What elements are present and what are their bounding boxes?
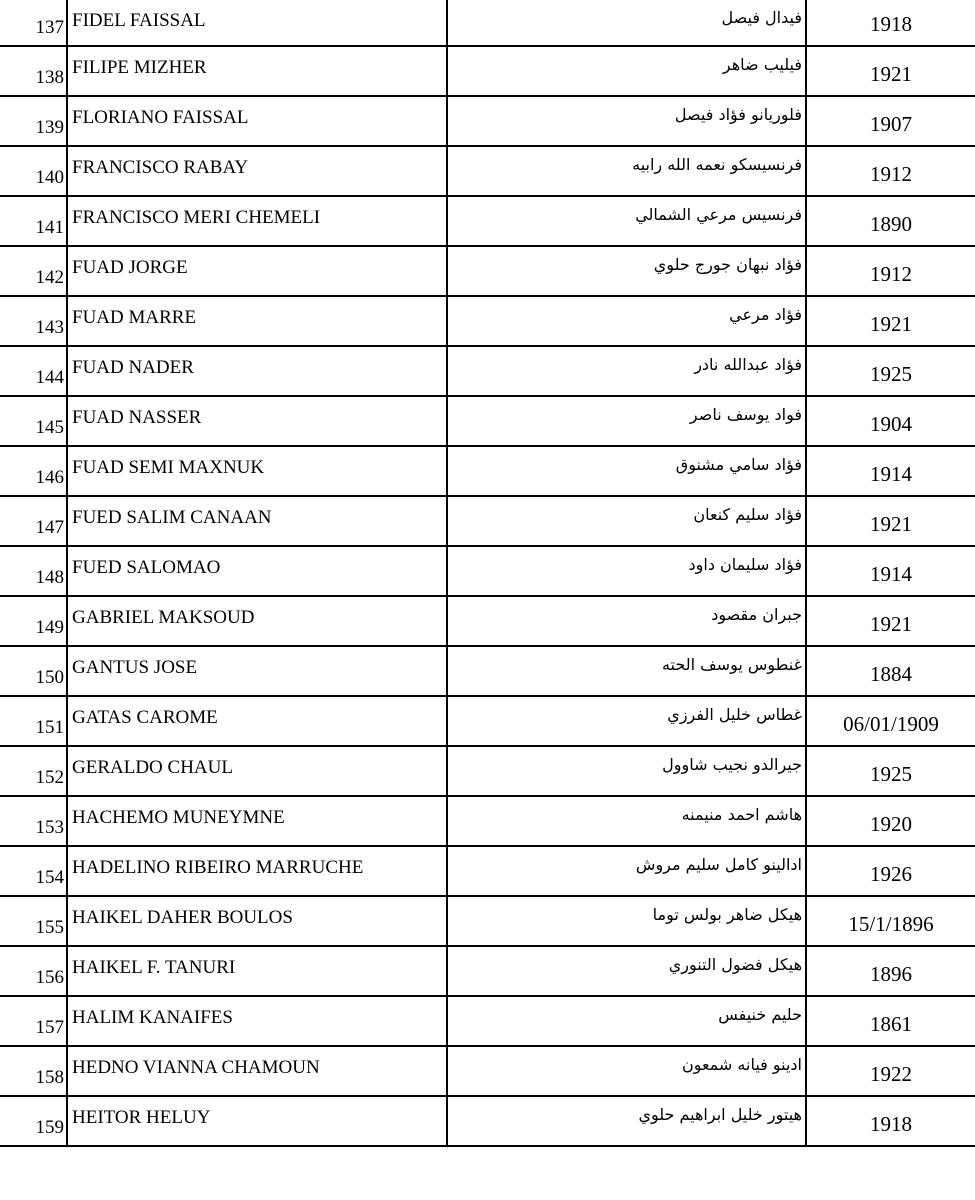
birth-year: 1904 [806, 396, 975, 446]
table-row [0, 46, 975, 96]
table-row [0, 1096, 975, 1146]
arabic-name: فؤاد سليم كنعان [447, 496, 806, 546]
record-number: 157 [0, 996, 67, 1046]
birth-year: 06/01/1909 [806, 696, 975, 746]
record-number: 149 [0, 596, 67, 646]
table-row [0, 146, 975, 196]
birth-year: 1921 [806, 46, 975, 96]
birth-year: 1921 [806, 596, 975, 646]
table-row [0, 346, 975, 396]
arabic-name: فؤاد سليمان داود [447, 546, 806, 596]
table-row [0, 546, 975, 596]
record-number: 158 [0, 1046, 67, 1096]
record-number: 142 [0, 246, 67, 296]
arabic-name: فؤاد مرعي [447, 296, 806, 346]
latin-name: HAIKEL DAHER BOULOS [67, 896, 447, 946]
record-number: 147 [0, 496, 67, 546]
latin-name: FILIPE MIZHER [67, 46, 447, 96]
latin-name: FUAD SEMI MAXNUK [67, 446, 447, 496]
arabic-name: فيدال فيصل [447, 0, 806, 46]
latin-name: FUED SALIM CANAAN [67, 496, 447, 546]
birth-year: 1918 [806, 1096, 975, 1146]
arabic-name: ادينو فيانه شمعون [447, 1046, 806, 1096]
record-number: 144 [0, 346, 67, 396]
table-row [0, 496, 975, 546]
table-row [0, 1046, 975, 1096]
latin-name: FUAD NADER [67, 346, 447, 396]
table-row [0, 696, 975, 746]
table-row [0, 946, 975, 996]
record-number: 156 [0, 946, 67, 996]
latin-name: HACHEMO MUNEYMNE [67, 796, 447, 846]
arabic-name: هاشم احمد منيمنه [447, 796, 806, 846]
arabic-name: غطاس خليل الفرزي [447, 696, 806, 746]
latin-name: FIDEL FAISSAL [67, 0, 447, 46]
table-row [0, 746, 975, 796]
arabic-name: هيكل فضول التنوري [447, 946, 806, 996]
table-row [0, 246, 975, 296]
record-number: 138 [0, 46, 67, 96]
arabic-name: جيرالدو نجيب شاوول [447, 746, 806, 796]
arabic-name: فواد يوسف ناصر [447, 396, 806, 446]
birth-year: 1884 [806, 646, 975, 696]
arabic-name: غنطوس يوسف الحته [447, 646, 806, 696]
latin-name: FUED SALOMAO [67, 546, 447, 596]
table-row [0, 396, 975, 446]
birth-year: 1921 [806, 296, 975, 346]
birth-year: 1912 [806, 146, 975, 196]
birth-year: 1920 [806, 796, 975, 846]
latin-name: HALIM KANAIFES [67, 996, 447, 1046]
birth-year: 1861 [806, 996, 975, 1046]
arabic-name: ادالينو كامل سليم مروش [447, 846, 806, 896]
record-number: 148 [0, 546, 67, 596]
latin-name: GERALDO CHAUL [67, 746, 447, 796]
arabic-name: فرنسيس مرعي الشمالي [447, 196, 806, 246]
latin-name: GANTUS JOSE [67, 646, 447, 696]
arabic-name: فرنسيسكو نعمه الله رابيه [447, 146, 806, 196]
arabic-name: فؤاد نبهان جورج حلوي [447, 246, 806, 296]
table-row [0, 896, 975, 946]
arabic-name: فلوريانو فؤاد فيصل [447, 96, 806, 146]
birth-year: 1925 [806, 346, 975, 396]
birth-year: 1914 [806, 446, 975, 496]
latin-name: HAIKEL F. TANURI [67, 946, 447, 996]
arabic-name: هيتور خليل ابراهيم حلوي [447, 1096, 806, 1146]
arabic-name: حليم خنيفس [447, 996, 806, 1046]
record-number: 153 [0, 796, 67, 846]
record-number: 152 [0, 746, 67, 796]
table-row [0, 446, 975, 496]
birth-year: 1914 [806, 546, 975, 596]
birth-year: 1918 [806, 0, 975, 46]
record-number: 137 [0, 0, 67, 46]
arabic-name: جبران مقصود [447, 596, 806, 646]
birth-year: 1921 [806, 496, 975, 546]
latin-name: HEDNO VIANNA CHAMOUN [67, 1046, 447, 1096]
latin-name: GABRIEL MAKSOUD [67, 596, 447, 646]
table-row [0, 0, 975, 46]
arabic-name: فؤاد عبدالله نادر [447, 346, 806, 396]
birth-year: 1925 [806, 746, 975, 796]
record-number: 140 [0, 146, 67, 196]
table-row [0, 596, 975, 646]
record-number: 141 [0, 196, 67, 246]
latin-name: FUAD JORGE [67, 246, 447, 296]
latin-name: FLORIANO FAISSAL [67, 96, 447, 146]
table-row [0, 196, 975, 246]
latin-name: HEITOR HELUY [67, 1096, 447, 1146]
table-row [0, 996, 975, 1046]
table-row [0, 296, 975, 346]
table-row [0, 846, 975, 896]
birth-year: 15/1/1896 [806, 896, 975, 946]
record-number: 151 [0, 696, 67, 746]
arabic-name: فؤاد سامي مشنوق [447, 446, 806, 496]
latin-name: GATAS CAROME [67, 696, 447, 746]
birth-year: 1890 [806, 196, 975, 246]
latin-name: FRANCISCO MERI CHEMELI [67, 196, 447, 246]
birth-year: 1926 [806, 846, 975, 896]
latin-name: HADELINO RIBEIRO MARRUCHE [67, 846, 447, 896]
record-number: 139 [0, 96, 67, 146]
record-number: 146 [0, 446, 67, 496]
table-row [0, 646, 975, 696]
latin-name: FRANCISCO RABAY [67, 146, 447, 196]
record-number: 150 [0, 646, 67, 696]
record-number: 143 [0, 296, 67, 346]
birth-year: 1922 [806, 1046, 975, 1096]
record-number: 145 [0, 396, 67, 446]
table-row [0, 796, 975, 846]
birth-year: 1896 [806, 946, 975, 996]
table-row [0, 96, 975, 146]
record-number: 155 [0, 896, 67, 946]
arabic-name: فيليب ضاهر [447, 46, 806, 96]
record-number: 154 [0, 846, 67, 896]
arabic-name: هيكل ضاهر بولس توما [447, 896, 806, 946]
birth-year: 1907 [806, 96, 975, 146]
latin-name: FUAD MARRE [67, 296, 447, 346]
record-number: 159 [0, 1096, 67, 1146]
latin-name: FUAD NASSER [67, 396, 447, 446]
birth-year: 1912 [806, 246, 975, 296]
